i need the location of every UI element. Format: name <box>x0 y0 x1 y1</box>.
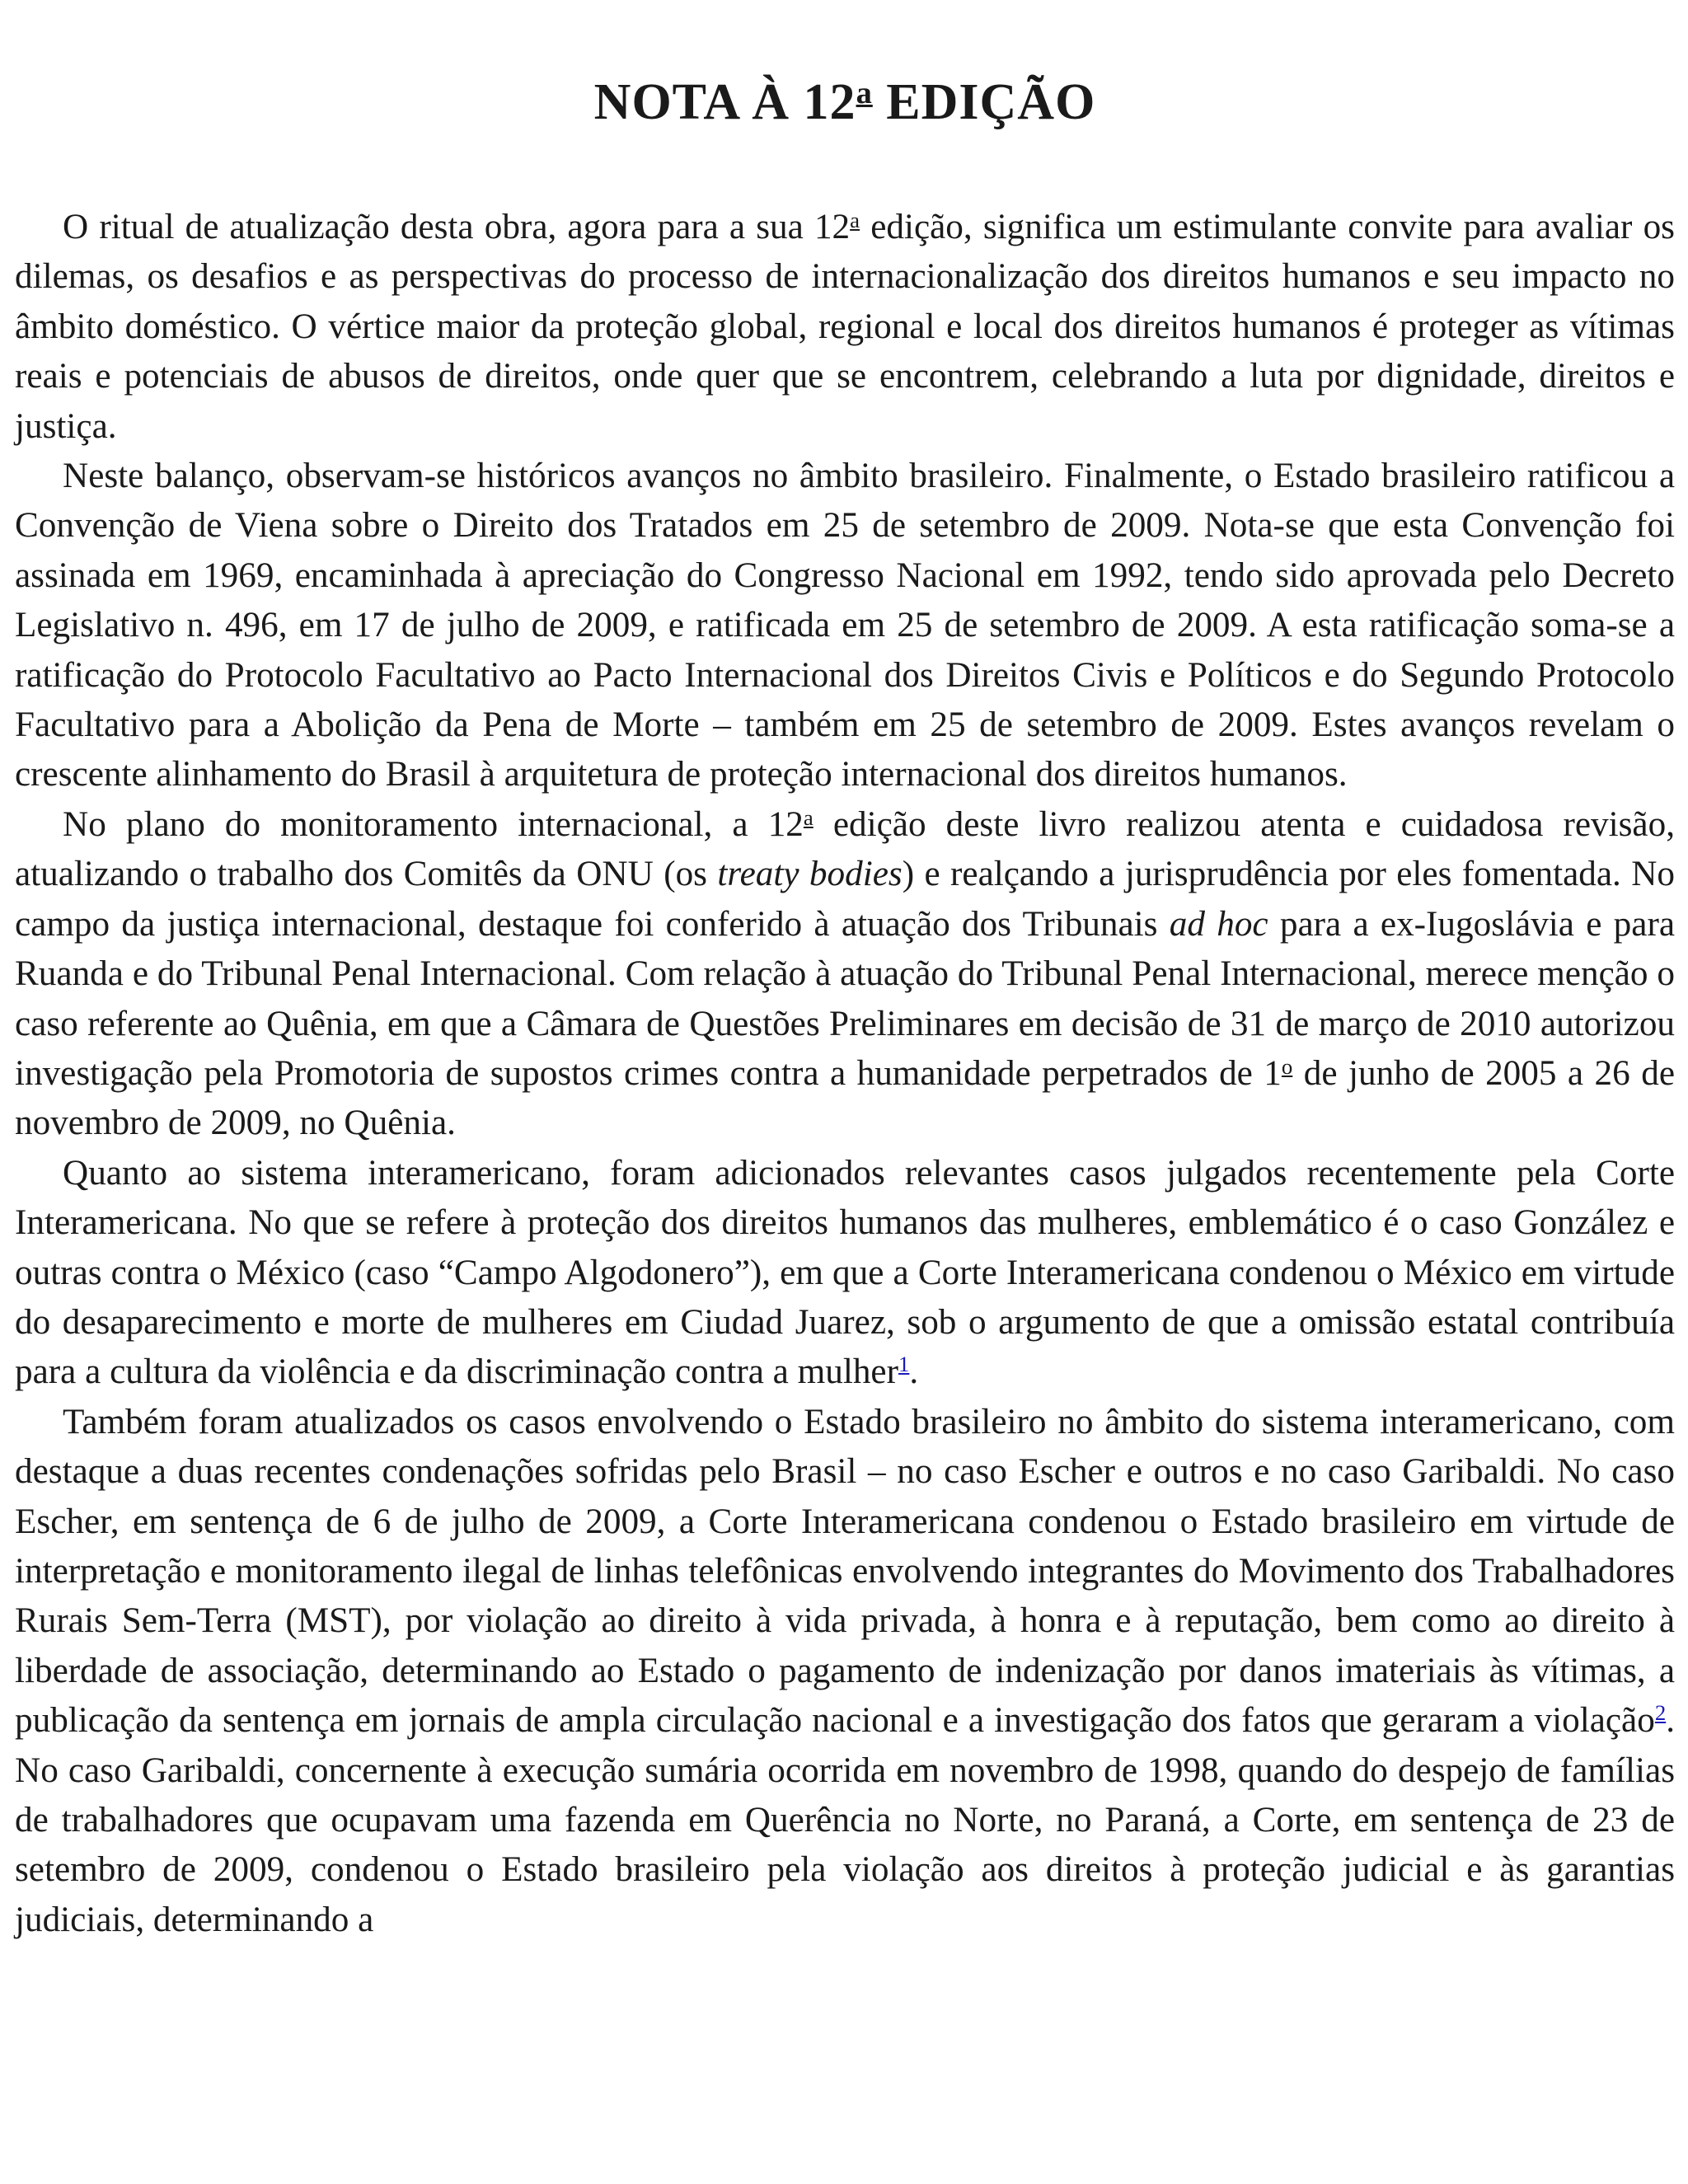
paragraph-3-text-b: edição deste livro realizou atenta e cuidadosa revisão, atualizando o trabalho dos Comitês da ONU (os <box>15 804 1675 894</box>
paragraph-1-text-b: edição, significa um estimulante convite para avaliar os dilemas, os desafios e as perspectivas do processo de internacionalização dos direitos humanos e seu impacto no âmbito doméstico. O vértice maior da proteção global, regional e local dos direitos humanos é proteger as vítimas reais e potenciais de abusos de direitos, onde quer que se encontrem, celebrando a luta por dignidade, direitos e justiça. <box>15 208 1675 446</box>
paragraph-4-text-b: . <box>909 1352 919 1392</box>
ordinal-indicator: a <box>850 208 860 233</box>
paragraph-5 <box>15 1398 1675 1945</box>
paragraph-3-text-d: para a ex-Iugoslávia e para Ruanda e do Tribunal Penal Internacional. Com relação à atuação do Tribunal Penal Internacional, merece menção o caso referente ao Quênia, em que a Câmara de Questões Preliminares em decisão de 31 de março de 2010 autorizou investigação pela Promotoria de supostos crimes contra a humanidade perpetrados de 1 <box>15 904 1675 1093</box>
title-suffix: EDIÇÃO <box>872 74 1096 130</box>
paragraph-1-text-a: O ritual de atualização desta obra, agora para a sua 12 <box>63 208 851 246</box>
paragraph-5-text-a: Também foram atualizados os casos envolvendo o Estado brasileiro no âmbito do sistema interamericano, com destaque a duas recentes condenações sofridas pelo Brasil – no caso Escher e outros e no caso Garibaldi. No caso Escher, em sentença de 6 de julho de 2009, a Corte Interamericana condenou o Estado brasileiro em virtude de interpretação e monitoramento ilegal de linhas telefônicas envolvendo integrantes do Movimento dos Trabalhadores Rurais Sem-Terra (MST), por violação ao direito à vida privada, à honra e à reputação, bem como ao direito à liberdade de associação, determinando ao Estado o pagamento de indenização por danos imateriais às vítimas, a publicação da sentença em jornais de ampla circulação nacional e a investigação dos fatos que geraram a violação <box>15 1402 1675 1741</box>
paragraph-4-text-a: Quanto ao sistema interamericano, foram adicionados relevantes casos julgados recentemente pela Corte Interamericana. No que se refere à proteção dos direitos humanos das mulheres, emblemático é o caso González e outras contra o México (caso “Campo Algodonero”), em que a Corte Interamericana condenou o México em virtude do desaparecimento e morte de mulheres em Ciudad Juarez, sob o argumento de que a omissão estatal contribuía para a cultura da violência e da discriminação contra a mulher <box>15 1153 1675 1392</box>
footnote-link-1[interactable]: 1 <box>898 1352 910 1377</box>
paragraph-3 <box>15 800 1675 1149</box>
paragraph-2 <box>15 452 1675 800</box>
italic-term-treaty-bodies: treaty bodies <box>717 855 903 894</box>
ordinal-indicator: o <box>1281 1054 1293 1080</box>
paragraph-4 <box>15 1149 1675 1398</box>
paragraph-2-text: Neste balanço, observam-se históricos avanços no âmbito brasileiro. Finalmente, o Estado brasileiro ratificou a Convenção de Viena sobre o Direito dos Tratados em 25 de setembro de 2009. Nota-se que esta Convenção foi assinada em 1969, encaminhada à apreciação do Congresso Nacional em 1992, tendo sido aprovada pelo Decreto Legislativo n. 496, em 17 de julho de 2009, e ratificada em 25 de setembro de 2009. A esta ratificação soma-se a ratificação do Protocolo Facultativo ao Pacto Internacional dos Direitos Civis e Políticos e do Segundo Protocolo Facultativo para a Abolição da Pena de Morte – também em 25 de setembro de 2009. Estes avanços revelam o crescente alinhamento do Brasil à arquitetura de proteção internacional dos direitos humanos. <box>15 457 1675 794</box>
paragraph-1 <box>15 203 1675 452</box>
paragraph-3-text-e: de junho de 2005 a 26 de novembro de 2009, no Quênia. <box>15 1053 1675 1143</box>
italic-term-ad-hoc: ad hoc <box>1169 904 1268 944</box>
footnote-link-2[interactable]: 2 <box>1654 1700 1667 1726</box>
document-body <box>15 203 1675 1945</box>
title-ordinal: a <box>856 75 873 110</box>
page-title <box>15 73 1675 132</box>
ordinal-indicator: a <box>803 805 814 831</box>
page <box>15 0 1675 1945</box>
paragraph-3-text-c: ) e realçando a jurisprudência por eles fomentada. No campo da justiça internacional, destaque foi conferido à atuação dos Tribunais <box>15 855 1676 944</box>
paragraph-3-text-a: No plano do monitoramento internacional, a 12 <box>63 804 804 844</box>
paragraph-5-text-b: . No caso Garibaldi, concernente à execução sumária ocorrida em novembro de 1998, quando do despejo de famílias de trabalhadores que ocupavam uma fazenda em Querência no Norte, no Paraná, a Corte, em sentença de 23 de setembro de 2009, condenou o Estado brasileiro pela violação aos direitos à proteção judicial e às garantias judiciais, determinando a <box>15 1701 1675 1939</box>
title-prefix: NOTA À 12 <box>593 74 856 130</box>
